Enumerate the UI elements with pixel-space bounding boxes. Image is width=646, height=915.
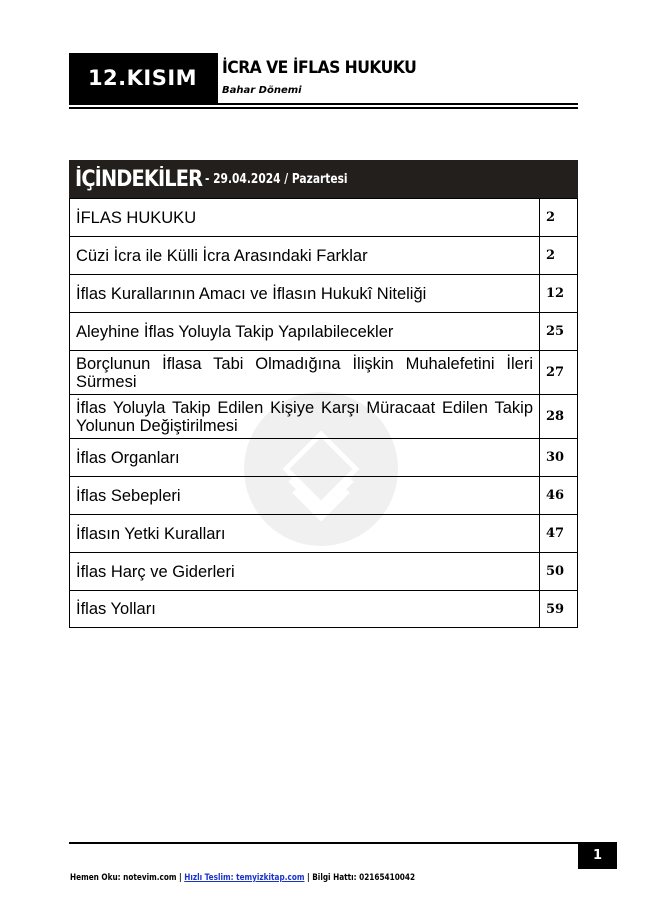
footer-separator: |: [176, 873, 185, 883]
toc-entry[interactable]: [70, 552, 577, 590]
page-number: 1: [578, 842, 617, 869]
toc-entry-title: İflas Sebepleri: [76, 486, 181, 505]
footer-delivery-link[interactable]: Hızlı Teslim: temyizkitap.com: [184, 873, 305, 883]
toc-entry[interactable]: [70, 236, 577, 274]
toc-entry-title: İflas Yoluyla Takip Edilen Kişiye Karşı Müracaat Edilen Takip Yolunun Değiştirilmesi: [76, 398, 533, 435]
toc-entry[interactable]: [70, 274, 577, 312]
toc-entry[interactable]: [70, 438, 577, 476]
toc-entry-title: İflas Organları: [76, 448, 180, 467]
toc-entry[interactable]: [70, 476, 577, 514]
toc-entry-title: Cüzi İcra ile Külli İcra Arasındaki Farklar: [76, 246, 368, 265]
toc-entry-page: 25: [539, 313, 577, 350]
header-rule-top: [69, 103, 578, 105]
toc-entry-page: 59: [539, 591, 577, 627]
toc-entry-page: 47: [539, 515, 577, 552]
part-label: 12.KISIM: [69, 53, 216, 103]
semester-label: Bahar Dönemi: [222, 85, 302, 96]
toc-entry-title: İflas Yolları: [76, 600, 156, 618]
course-title: İCRA VE İFLAS HUKUKU: [222, 58, 417, 78]
table-of-contents: [69, 160, 578, 628]
toc-title: İÇİNDEKİLER: [75, 166, 203, 192]
toc-entry[interactable]: [70, 394, 577, 438]
toc-entry-page: 2: [539, 199, 577, 236]
toc-entry-page: 27: [539, 351, 577, 394]
toc-entry-page: 12: [539, 275, 577, 312]
toc-entry[interactable]: [70, 198, 577, 236]
toc-entry-title: İflasın Yetki Kuralları: [76, 524, 226, 543]
toc-entry-title: Aleyhine İflas Yoluyla Takip Yapılabilecekler: [76, 322, 394, 341]
footer-rule: [69, 842, 578, 844]
footer-separator: |: [304, 873, 313, 883]
header-rule-bottom: [69, 107, 578, 109]
toc-entry[interactable]: [70, 514, 577, 552]
footer-hotline: Bilgi Hattı: 02165410042: [312, 873, 416, 883]
toc-entry-page: 46: [539, 477, 577, 514]
toc-entry[interactable]: [70, 350, 577, 394]
toc-heading: [69, 160, 578, 198]
toc-entry-title: İflas Harç ve Giderleri: [76, 562, 235, 581]
toc-date: - 29.04.2024 / Pazartesi: [205, 171, 349, 187]
toc-entry-page: 28: [539, 395, 577, 438]
toc-entry-page: 50: [539, 553, 577, 590]
toc-entry-title: İFLAS HUKUKU: [76, 208, 197, 227]
header-divider-vertical: [216, 53, 218, 103]
toc-entry[interactable]: [70, 312, 577, 350]
toc-entry-page: 2: [539, 237, 577, 274]
toc-entry-title: İflas Kurallarının Amacı ve İflasın Hukukî Niteliği: [76, 284, 427, 303]
footer-info: [70, 873, 415, 883]
toc-rows: [69, 198, 578, 628]
toc-entry-page: 30: [539, 439, 577, 476]
toc-entry[interactable]: [70, 590, 577, 628]
footer-read-link[interactable]: Hemen Oku: notevim.com: [70, 873, 177, 883]
toc-entry-title: Borçlunun İflasa Tabi Olmadığına İlişkin Muhalefetini İleri Sürmesi: [76, 354, 533, 391]
